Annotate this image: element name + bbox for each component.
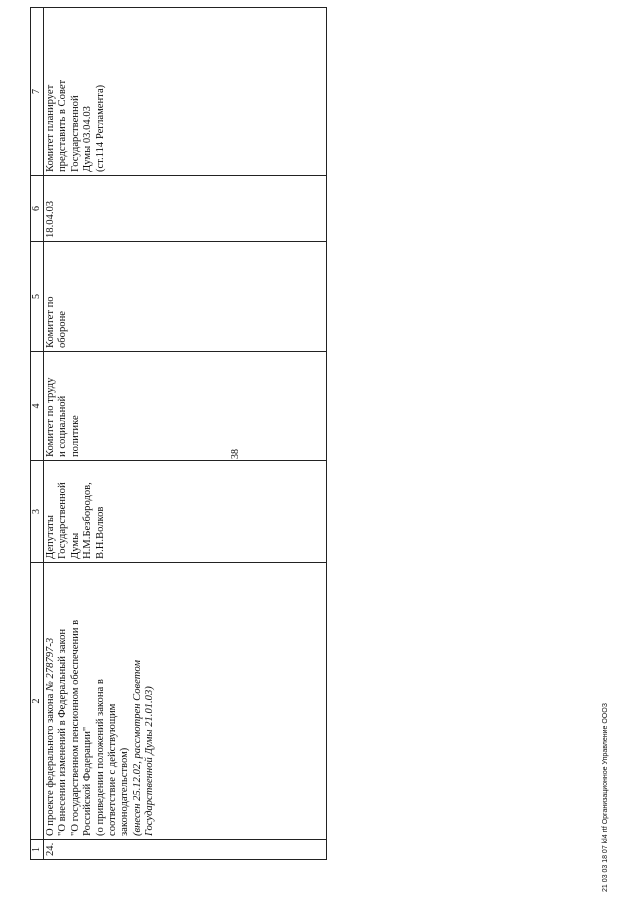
column-header: 5 [31,242,44,352]
submitted-by-line: Н.М.Безбородов, [82,482,94,559]
co-executor-line: Комитет по [45,296,56,348]
column-header: 1 [31,840,44,860]
description-line [45,566,57,836]
submitted-by-line: Депутаты [45,515,56,559]
row-number: 24. [45,842,56,856]
bill-number: № 278797-3 [45,637,56,692]
notes-line: Государственной [69,95,81,172]
column-header: 6 [31,176,44,242]
column-header: 4 [31,352,44,461]
committee-line: Комитет по труду [45,377,56,457]
submitted-by-line: Государственной [57,482,69,559]
notes-line: Думы 03.04.03 [82,106,94,172]
notes-line: представить в Совет [57,79,69,172]
notes-cell [44,8,327,176]
column-header: 3 [31,461,44,563]
document-footer: 21 03 03 18 07 kl4 rtf Организационное Управление ОООЗ [602,703,609,892]
description-line: "О государственном пенсионном обеспечении в [69,619,81,836]
committee-line: и социальной [57,395,69,457]
bills-table [30,7,327,860]
responsible-committee-cell [44,352,327,461]
header-row [31,8,44,860]
description-line: Российской Федерации" [82,726,94,836]
description-line: соответствие с действующим [107,703,119,836]
column-header: 7 [31,8,44,176]
date-cell [44,176,327,242]
description-line: (о приведении положений закона в [94,679,106,836]
notes-line: (ст.114 Регламента) [94,84,106,172]
description-cell [44,563,327,840]
date-value: 18.04.03 [45,200,56,238]
notes-line: Комитет планирует [45,84,56,172]
page-number: 38 [230,449,241,459]
committee-line: политике [69,415,81,457]
table-row [44,8,327,860]
description-text: О проекте федерального закона [45,691,56,836]
submitted-by-cell [44,461,327,563]
submission-note: (внесен 25.12.02, рассмотрен Советом [131,660,143,836]
co-executor-cell [44,242,327,352]
submitted-by-line: Думы [69,532,81,559]
row-number-cell [44,840,327,860]
submission-note: Государственной Думы 21.01.03) [144,686,156,836]
description-line: "О внесении изменений в Федеральный закон [57,628,69,836]
description-line: законодательством) [119,747,131,836]
co-executor-line: обороне [57,311,69,348]
submitted-by-line: В.Н.Волков [94,506,106,559]
column-header: 2 [31,563,44,840]
